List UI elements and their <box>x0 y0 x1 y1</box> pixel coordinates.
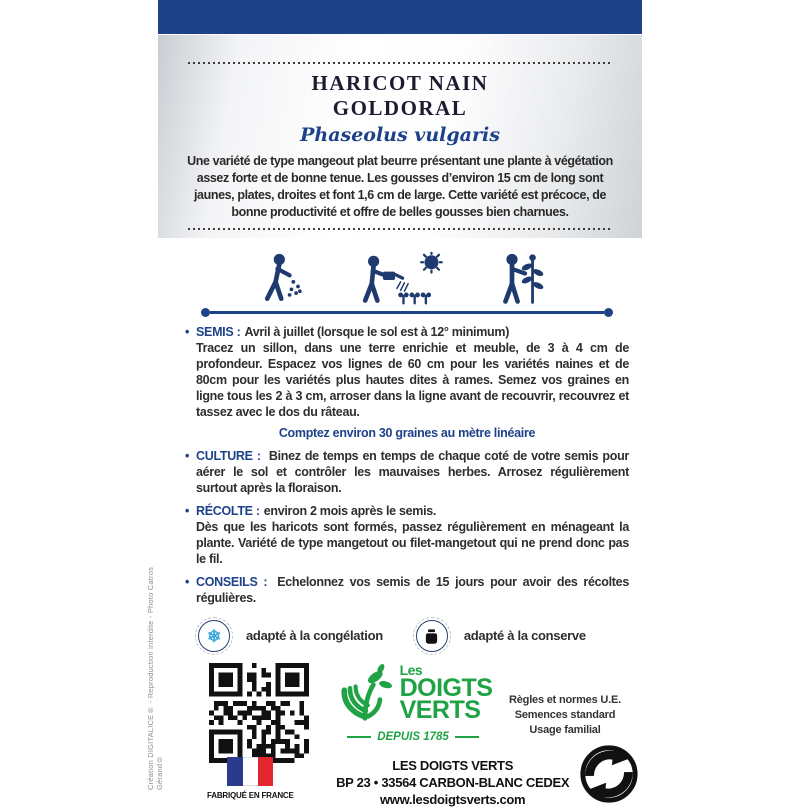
seed-count-note: Comptez environ 30 graines au mètre linéaire <box>278 426 536 440</box>
variety-title-line1: HARICOT NAIN <box>311 71 489 95</box>
footer <box>185 757 629 808</box>
dotted-divider <box>188 228 612 230</box>
hero-section <box>158 35 642 238</box>
print-credits: Création DIGITALICE® - Reproduction interdite - Photo Catros Gérand® <box>146 566 164 790</box>
made-in-france-block <box>207 757 294 804</box>
brand-name-line3: VERTS <box>399 696 481 724</box>
compliance-line: Semences standard <box>514 709 616 721</box>
compliance-line: Règles et normes U.E. <box>509 694 621 706</box>
culture-body: Binez de temps en temps de chaque coté de votre semis pour aérer le sol et contrôler les mauvaises herbes. Arrosez régulièrement surtout après la floraison. <box>196 449 629 495</box>
company-name: LES DOIGTS VERTS <box>392 758 514 773</box>
canning-badge-label: adapté à la conserve <box>463 628 586 643</box>
section-recolte <box>185 503 629 567</box>
brand-row <box>185 663 629 763</box>
brand-since-label: DEPUIS 1785 <box>377 731 449 743</box>
timeline-line <box>201 308 613 317</box>
bullet: • <box>185 449 190 463</box>
instructions-section <box>185 238 629 808</box>
recolte-intro: environ 2 mois après le semis. <box>263 504 437 518</box>
france-flag-icon <box>227 757 273 786</box>
variety-title-line2: GOLDORAL <box>332 96 468 120</box>
seed-packet-label <box>146 0 642 807</box>
compliance-block <box>503 693 627 738</box>
recolte-label: RÉCOLTE : <box>196 504 260 518</box>
latin-name: Phaseolus vulgaris <box>300 124 500 146</box>
jar-icon <box>424 628 439 645</box>
semis-body: Tracez un sillon, dans une terre enrichie et meuble, de 3 à 4 cm de profondeur. Espacez vos lignes de 60 cm pour les variétés naines et de 80cm pour les variétés plus hautes dites à rames. Semez vos graines en ligne tous les 2 à 3 cm, arroser dans la ligne avant de recouvrir, recouvrez et tassez avec le dos du râteau. <box>196 341 629 419</box>
semis-label: SEMIS : <box>196 325 241 339</box>
brand-since <box>323 729 503 745</box>
dotted-divider <box>188 62 612 64</box>
growth-timeline <box>201 250 613 317</box>
conseils-body: Echelonnez vos semis de 15 jours pour avoir des récoltes régulières. <box>196 575 629 605</box>
recolte-body: Dès que les haricots sont formés, passez régulièrement en ménageant la plante. Variété de type mangetout ou filet-mangetout qui ne prend donc pas le fil. <box>196 520 629 566</box>
brand-name-line2: DOIGTS <box>399 674 493 702</box>
culture-label: CULTURE : <box>196 449 261 463</box>
brand-hand-icon <box>334 663 394 725</box>
bullet: • <box>185 575 190 589</box>
company-website: www.lesdoigtsverts.com <box>379 792 526 807</box>
suitability-badges <box>195 617 629 655</box>
canning-badge <box>413 617 586 655</box>
variety-description: Une variété de type mangeout plat beurre présentant une plante à végétation assez forte et de bonne tenue. Les gousses d’environ 15 cm de long sont jaunes, plates, droites et font 1,6 cm de large. Cette variété est précoce, de bonne productivité et offre de belles gousses bien charnues. <box>187 154 613 219</box>
section-semis <box>185 324 629 420</box>
conseils-label: CONSEILS : <box>196 575 268 589</box>
company-address-block <box>328 757 578 808</box>
section-culture <box>185 448 629 496</box>
waterer-sun-icon <box>357 252 449 308</box>
section-conseils <box>185 574 629 606</box>
green-dot-recycle-icon <box>578 743 640 805</box>
qr-code <box>209 663 309 763</box>
made-in-label: FABRIQUÉ EN FRANCE <box>207 791 294 800</box>
bullet: • <box>185 325 190 339</box>
planter-icon <box>493 252 559 308</box>
company-address: BP 23 • 33564 CARBON-BLANC CEDEX <box>336 775 570 790</box>
brand-name-line1: Les <box>399 662 423 678</box>
freezing-badge <box>195 617 383 655</box>
bullet: • <box>185 504 190 518</box>
sower-icon <box>255 252 313 308</box>
brand-logo <box>323 663 503 745</box>
compliance-line: Usage familial <box>529 724 601 736</box>
snowflake-icon: ❄ <box>207 626 221 646</box>
semis-intro: Avril à juillet (lorsque le sol est à 12° minimum) <box>244 325 510 339</box>
header-band <box>158 0 642 34</box>
freezing-badge-label: adapté à la congélation <box>246 628 383 643</box>
